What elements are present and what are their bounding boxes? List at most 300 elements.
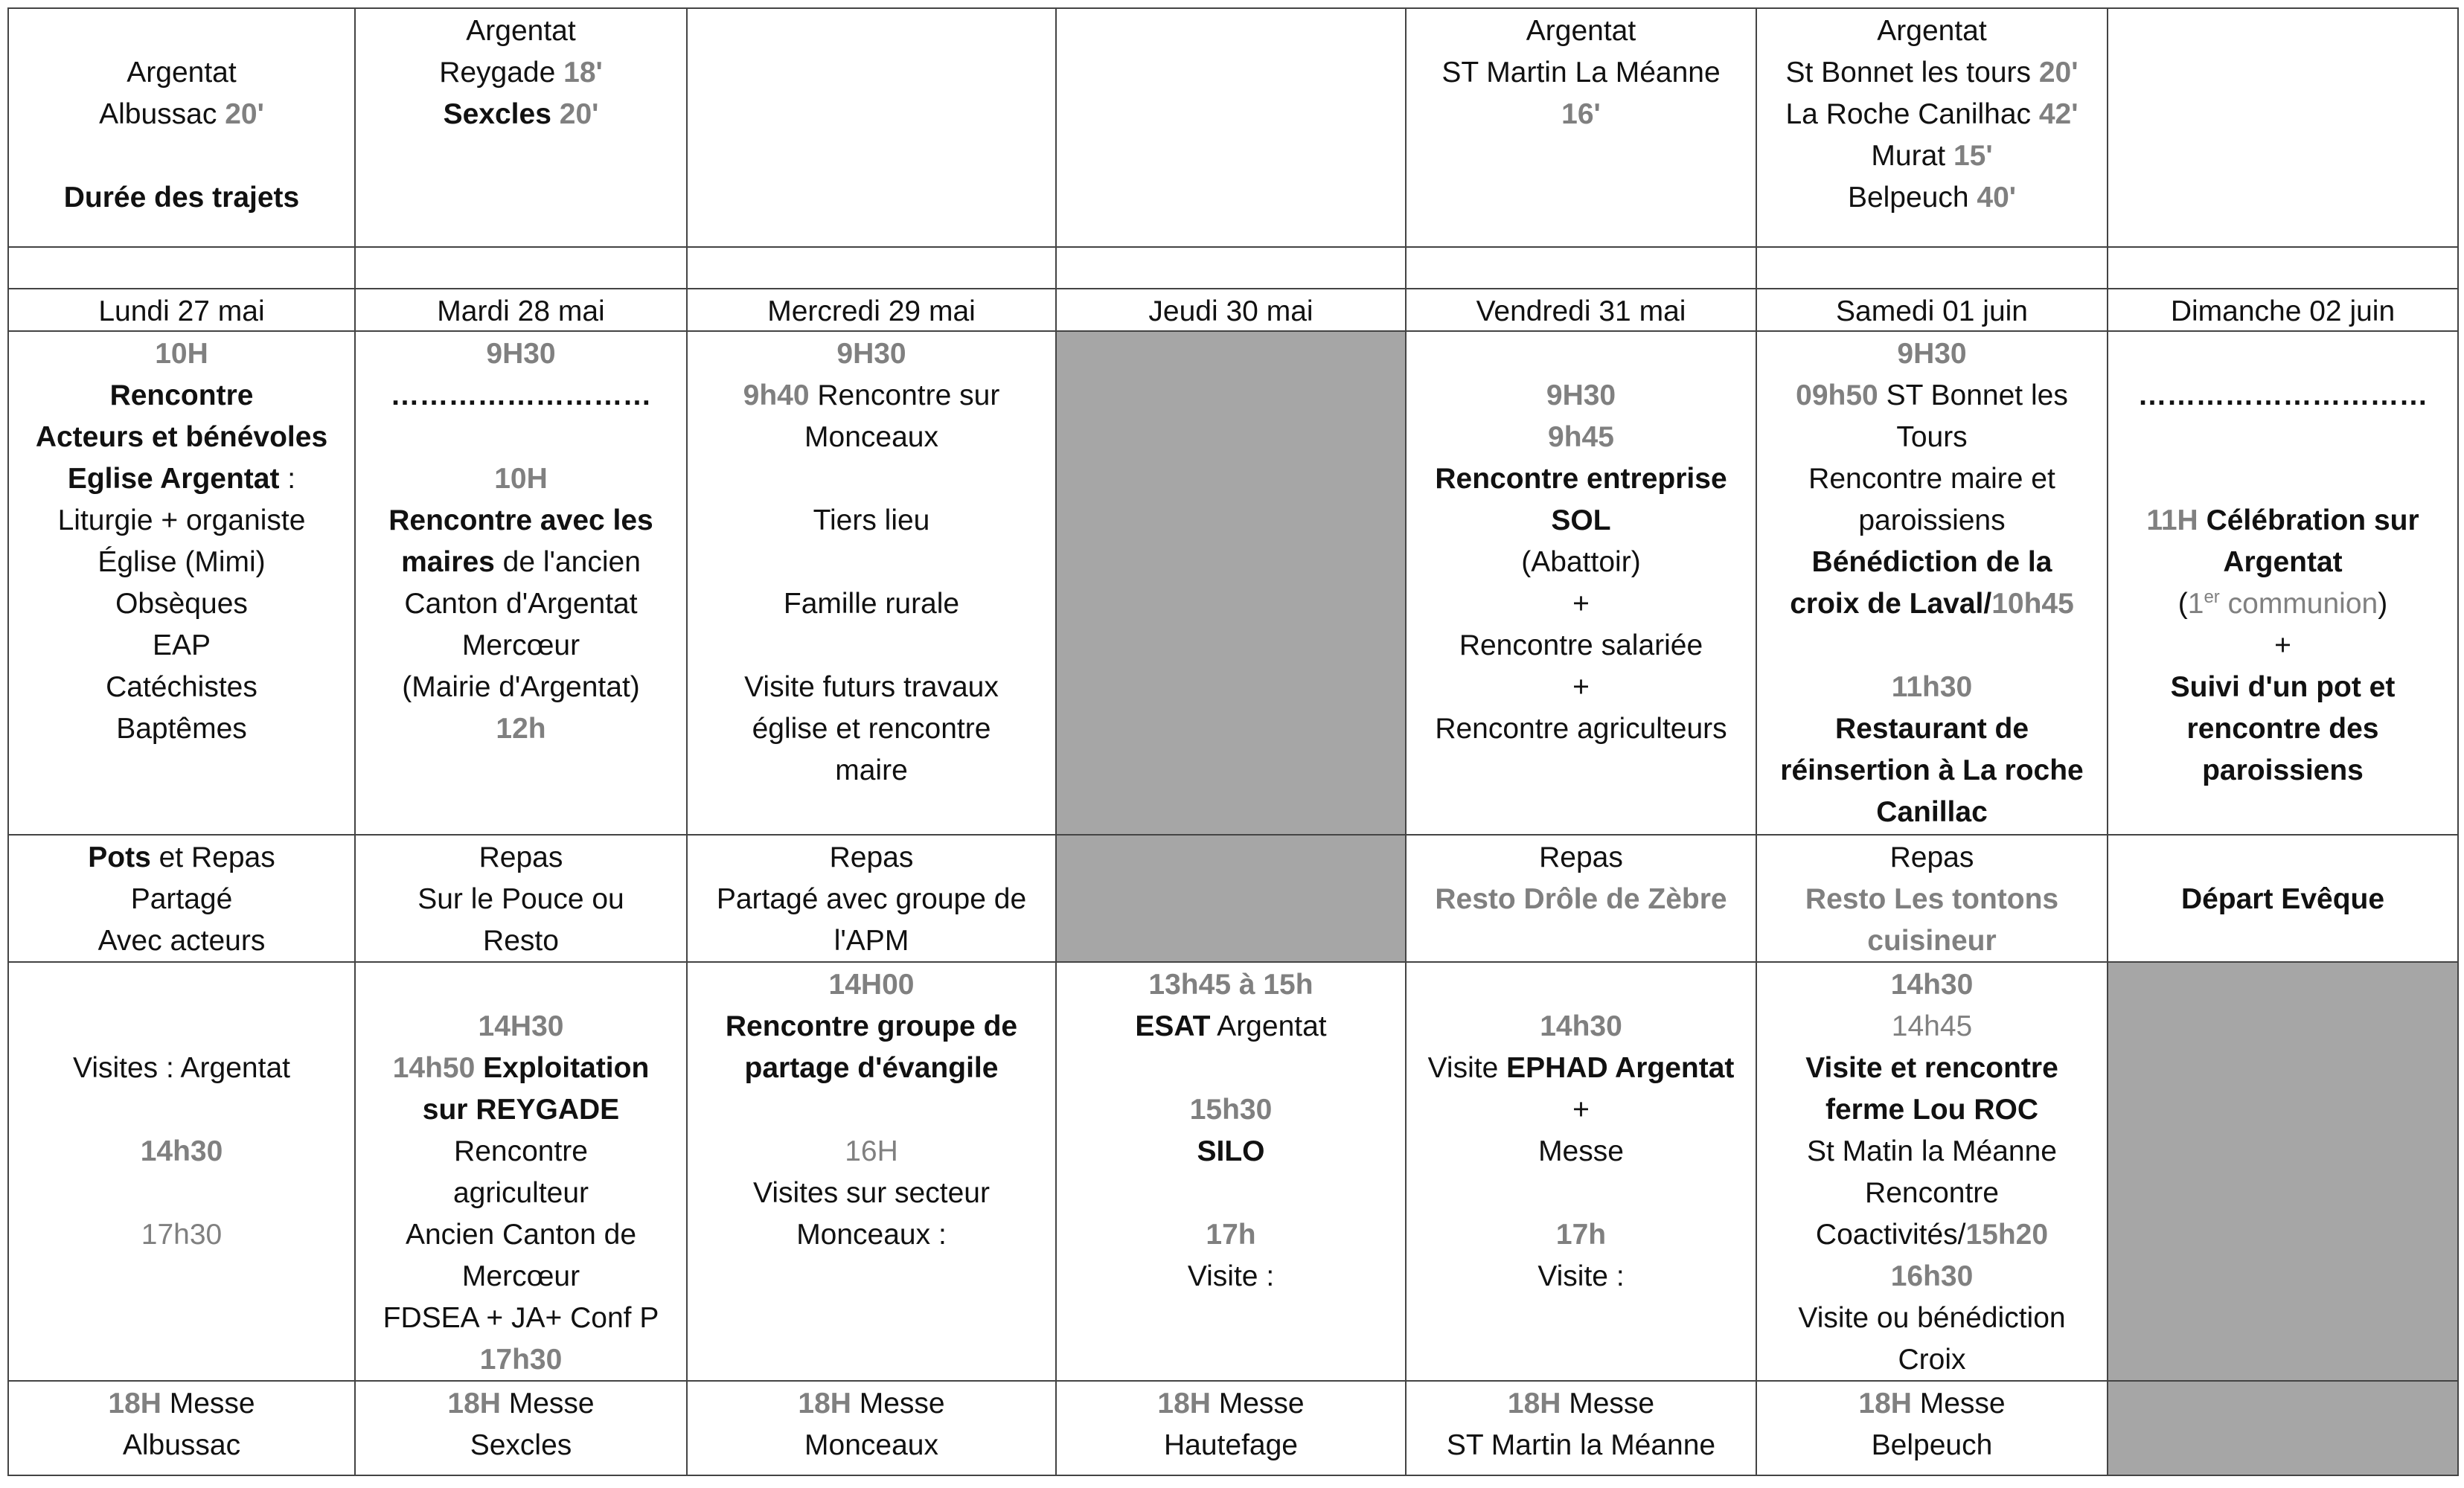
text-segment: Tiers lieu	[813, 504, 930, 536]
cell-content	[1057, 963, 1405, 1380]
text-segment: 10H	[155, 338, 208, 370]
cell-line	[1757, 10, 2107, 52]
text-segment: partage d'évangile	[744, 1052, 999, 1084]
cell-line	[1407, 1256, 1756, 1298]
cell-line	[1757, 1048, 2107, 1089]
text-segment: paroissiens	[2202, 754, 2364, 786]
cell-line	[356, 52, 686, 94]
text-segment: Suivi d'un pot et	[2170, 671, 2396, 703]
text-segment: Obsèques	[115, 588, 248, 620]
afternoon-row-cell-4	[1057, 963, 1407, 1382]
text-segment	[2198, 504, 2207, 536]
cell-content	[1757, 9, 2107, 246]
cell-line	[1407, 458, 1756, 500]
cell-line	[1057, 1089, 1405, 1131]
cell-content	[688, 1382, 1055, 1475]
text-segment: 18H	[1858, 1388, 1912, 1420]
text-segment: 20'	[225, 98, 264, 130]
cell-line	[688, 500, 1055, 542]
text-segment: Partagé	[130, 883, 233, 915]
text-segment: Argentat	[1210, 1010, 1327, 1042]
cell-content	[356, 248, 686, 288]
text-segment: Argentat	[127, 57, 237, 89]
spacer-row-cell-6	[1757, 248, 2108, 289]
cell-content	[9, 963, 354, 1380]
text-segment: agriculteur	[452, 1177, 589, 1209]
cell-line	[9, 135, 354, 177]
text-segment: La Roche Canilhac	[1785, 98, 2039, 130]
evening-row-cell-2	[356, 1382, 688, 1476]
trajets-row-cell-3	[688, 7, 1057, 248]
text-segment: Messe	[500, 1388, 595, 1420]
cell-line	[688, 1425, 1055, 1466]
cell-line	[688, 375, 1055, 417]
text-segment: communion	[2219, 588, 2378, 620]
text-segment: maires	[401, 546, 495, 578]
day-header-row-cell-7	[2108, 289, 2459, 332]
afternoon-row-cell-3	[688, 963, 1057, 1382]
cell-line	[1757, 750, 2107, 792]
cell-line	[356, 837, 686, 879]
cell-line	[356, 667, 686, 708]
cell-content	[1057, 248, 1405, 288]
cell-line	[2108, 625, 2457, 667]
cell-line	[688, 291, 1055, 332]
cell-line	[1757, 1089, 2107, 1131]
text-segment: Monceaux	[804, 421, 938, 453]
cell-line	[1757, 964, 2107, 1006]
text-segment: Belpeuch	[1847, 182, 1977, 214]
cell-line	[1757, 625, 2107, 667]
evening-row-cell-4	[1057, 1382, 1407, 1476]
cell-line	[1407, 708, 1756, 750]
afternoon-row-cell-7	[2108, 963, 2459, 1382]
text-segment: er	[2204, 587, 2220, 607]
text-segment: Messe	[1538, 1135, 1624, 1167]
text-segment: Visites sur secteur	[753, 1177, 990, 1209]
text-segment: ST Martin La Méanne	[1441, 57, 1721, 89]
cell-line	[1757, 583, 2107, 625]
text-segment: Mardi 28 mai	[437, 295, 605, 327]
text-segment: Sexcles	[443, 98, 551, 130]
cell-line	[9, 417, 354, 458]
text-segment: Eglise Argentat	[67, 463, 280, 495]
text-segment: Messe	[1210, 1388, 1305, 1420]
text-segment: et Repas	[150, 841, 275, 873]
cell-content	[688, 9, 1055, 246]
text-segment: 18H	[1507, 1388, 1561, 1420]
cell-line	[1057, 1006, 1405, 1048]
text-segment: Messe	[851, 1388, 945, 1420]
day-header-row-cell-1	[7, 289, 356, 332]
evening-row-cell-7	[2108, 1382, 2459, 1476]
cell-line	[688, 1214, 1055, 1256]
cell-line	[9, 1006, 354, 1048]
text-segment: Ancien Canton de	[405, 1219, 637, 1251]
cell-line	[9, 1089, 354, 1131]
cell-content	[1757, 289, 2107, 330]
cell-line	[356, 1048, 686, 1089]
spacer-row-cell-2	[356, 248, 688, 289]
cell-line	[2108, 879, 2457, 920]
text-segment: EPHAD Argentat	[1506, 1052, 1735, 1084]
cell-line	[1057, 1048, 1405, 1089]
cell-line	[356, 1339, 686, 1381]
cell-line	[356, 1383, 686, 1425]
cell-line	[2108, 750, 2457, 792]
text-segment: 9H30	[486, 338, 556, 370]
cell-content	[1407, 9, 1756, 246]
cell-content	[1057, 1382, 1405, 1475]
text-segment: +	[1572, 671, 1590, 703]
cell-content	[1407, 1382, 1756, 1475]
cell-line	[688, 1131, 1055, 1173]
cell-line	[1757, 500, 2107, 542]
text-segment: Coactivités/	[1815, 1219, 1966, 1251]
cell-line	[1407, 1425, 1756, 1466]
text-segment: Albussac	[99, 98, 225, 130]
cell-line	[1757, 135, 2107, 177]
cell-line	[1407, 333, 1756, 375]
cell-content	[9, 9, 354, 246]
cell-content	[1407, 332, 1756, 834]
morning-row-cell-7	[2108, 332, 2459, 836]
cell-content	[9, 332, 354, 834]
text-segment: Messe	[1561, 1388, 1655, 1420]
text-segment: 14h50	[392, 1052, 476, 1084]
cell-line	[688, 1006, 1055, 1048]
cell-line	[9, 94, 354, 135]
cell-content	[688, 289, 1055, 330]
text-segment: Monceaux :	[796, 1219, 947, 1251]
spacer-row-cell-5	[1407, 248, 1757, 289]
text-segment: Dimanche 02 juin	[2170, 295, 2396, 327]
cell-line	[1757, 1425, 2107, 1466]
text-segment: Rencontre entreprise	[1435, 463, 1727, 495]
cell-line	[1057, 964, 1405, 1006]
text-segment: Reygade	[439, 57, 564, 89]
text-segment: 14H30	[478, 1010, 564, 1042]
cell-line	[2108, 458, 2457, 500]
text-segment: Visite et rencontre	[1805, 1052, 2058, 1084]
text-segment: Restaurant de	[1834, 713, 2029, 745]
morning-row-cell-5	[1407, 332, 1757, 836]
cell-line	[688, 417, 1055, 458]
cell-line	[688, 542, 1055, 583]
text-segment: Famille rurale	[783, 588, 960, 620]
text-segment: 18H	[1157, 1388, 1211, 1420]
text-segment: Liturgie + organiste	[57, 504, 306, 536]
text-segment: Belpeuch	[1871, 1429, 1993, 1461]
text-segment: Visite ou bénédiction	[1798, 1302, 2066, 1334]
cell-line	[1757, 1339, 2107, 1381]
morning-row-cell-3	[688, 332, 1057, 836]
cell-line	[9, 1173, 354, 1214]
text-segment: Hautefage	[1164, 1429, 1298, 1461]
cell-content	[356, 9, 686, 246]
text-segment: Sexcles	[470, 1429, 572, 1461]
text-segment: 20'	[559, 98, 599, 130]
cell-line	[1407, 583, 1756, 625]
cell-line	[9, 375, 354, 417]
text-segment: 9h40	[743, 379, 810, 411]
cell-line	[1407, 1383, 1756, 1425]
cell-content	[9, 1382, 354, 1475]
text-segment: 14H00	[828, 969, 915, 1001]
text-segment: Visite	[1427, 1052, 1507, 1084]
text-segment: :	[279, 463, 296, 495]
text-segment: FDSEA + JA+ Conf P	[383, 1302, 659, 1334]
text-segment: Resto Les tontons	[1805, 883, 2059, 915]
evening-row-cell-5	[1407, 1382, 1757, 1476]
cell-line	[356, 964, 686, 1006]
cell-line	[9, 667, 354, 708]
cell-line	[1407, 500, 1756, 542]
text-segment: 16H	[845, 1135, 898, 1167]
cell-content	[688, 332, 1055, 834]
text-segment	[551, 98, 560, 130]
spacer-row-cell-1	[7, 248, 356, 289]
text-segment	[475, 1052, 483, 1084]
text-segment: 14h45	[1891, 1010, 1973, 1042]
text-segment: Repas	[1889, 841, 1974, 873]
text-segment: église et rencontre	[752, 713, 991, 745]
cell-line	[9, 1383, 354, 1425]
text-segment: Durée des trajets	[63, 182, 300, 214]
trajets-row-cell-6	[1757, 7, 2108, 248]
afternoon-row-cell-2	[356, 963, 688, 1382]
text-segment: Canton d'Argentat	[404, 588, 638, 620]
text-segment: Visites : Argentat	[73, 1052, 290, 1084]
text-segment: 9H30	[1897, 338, 1967, 370]
cell-line	[1407, 1089, 1756, 1131]
cell-line	[9, 1214, 354, 1256]
cell-line	[356, 10, 686, 52]
cell-line	[688, 964, 1055, 1006]
cell-content	[2108, 9, 2457, 246]
text-segment: 42'	[2038, 98, 2079, 130]
text-segment: Repas	[829, 841, 914, 873]
cell-line	[356, 500, 686, 542]
text-segment: St Matin la Méanne	[1806, 1135, 2057, 1167]
cell-content	[1757, 963, 2107, 1380]
text-segment: Départ Evêque	[2180, 883, 2385, 915]
cell-line	[1757, 879, 2107, 920]
cell-line	[1407, 1131, 1756, 1173]
cell-line	[688, 625, 1055, 667]
cell-line	[9, 625, 354, 667]
cell-line	[9, 542, 354, 583]
cell-line	[2108, 837, 2457, 879]
text-segment: Monceaux	[804, 1429, 938, 1461]
cell-content	[9, 289, 354, 330]
text-segment: 18'	[563, 57, 603, 89]
cell-line	[1407, 417, 1756, 458]
cell-line	[1407, 837, 1756, 879]
cell-line	[2108, 667, 2457, 708]
cell-line	[1057, 1383, 1405, 1425]
text-segment: Visite :	[1187, 1260, 1275, 1292]
cell-content	[2108, 289, 2457, 330]
cell-line	[1757, 94, 2107, 135]
cell-line	[1757, 333, 2107, 375]
cell-line	[356, 375, 686, 417]
text-segment: Acteurs et bénévoles	[35, 421, 328, 453]
text-segment: Repas	[1539, 841, 1623, 873]
cell-line	[1757, 1214, 2107, 1256]
trajets-row-cell-7	[2108, 7, 2459, 248]
lunch-row-cell-1	[7, 836, 356, 963]
trajets-row-cell-4	[1057, 7, 1407, 248]
cell-line	[1407, 1173, 1756, 1214]
cell-content	[1407, 963, 1756, 1380]
cell-line	[1757, 542, 2107, 583]
cell-content	[356, 836, 686, 961]
text-segment: 10H	[494, 463, 548, 495]
cell-line	[356, 625, 686, 667]
cell-line	[1407, 879, 1756, 920]
cell-line	[356, 1173, 686, 1214]
cell-line	[9, 1425, 354, 1466]
text-segment: Sur le Pouce ou	[417, 883, 624, 915]
text-segment: 10h45	[1991, 588, 2074, 620]
text-segment: de l'ancien	[494, 546, 641, 578]
text-segment: Lundi 27 mai	[98, 295, 265, 327]
text-segment: Exploitation	[483, 1052, 650, 1084]
cell-line	[356, 333, 686, 375]
cell-line	[9, 583, 354, 625]
cell-line	[9, 500, 354, 542]
text-segment: 14h30	[1890, 969, 1974, 1001]
text-segment: ESAT	[1135, 1010, 1211, 1042]
text-segment: EAP	[152, 629, 211, 661]
cell-line	[1407, 10, 1756, 52]
cell-line	[9, 52, 354, 94]
cell-line	[356, 1089, 686, 1131]
text-segment: Resto Drôle de Zèbre	[1435, 883, 1727, 915]
text-segment: 14h30	[1540, 1010, 1622, 1042]
text-segment: 18H	[447, 1388, 501, 1420]
trajets-row-cell-5	[1407, 7, 1757, 248]
cell-content	[1057, 836, 1405, 961]
cell-content	[9, 248, 354, 288]
text-segment: 11H	[2146, 504, 2198, 536]
cell-line	[9, 1048, 354, 1089]
cell-line	[2108, 542, 2457, 583]
cell-line	[9, 177, 354, 219]
cell-line	[356, 542, 686, 583]
cell-line	[1407, 375, 1756, 417]
day-header-row-cell-5	[1407, 289, 1757, 332]
text-segment: Avec acteurs	[97, 925, 266, 957]
text-segment: Samedi 01 juin	[1836, 295, 2028, 327]
cell-line	[688, 458, 1055, 500]
cell-line	[356, 1425, 686, 1466]
cell-line	[688, 1173, 1055, 1214]
cell-line	[1057, 1256, 1405, 1298]
text-segment: 18H	[108, 1388, 161, 1420]
cell-line	[688, 1048, 1055, 1089]
cell-line	[1757, 837, 2107, 879]
cell-line	[1407, 1006, 1756, 1048]
cell-line	[356, 708, 686, 750]
cell-line	[1057, 1425, 1405, 1466]
trajets-row-cell-1	[7, 7, 356, 248]
cell-content	[1057, 289, 1405, 330]
evening-row-cell-1	[7, 1382, 356, 1476]
cell-line	[1757, 667, 2107, 708]
text-segment: ………………………	[390, 379, 652, 411]
cell-line	[356, 1214, 686, 1256]
text-segment: Messe	[1911, 1388, 2006, 1420]
cell-line	[1057, 1214, 1405, 1256]
cell-line	[688, 837, 1055, 879]
cell-line	[9, 964, 354, 1006]
text-segment: 1	[2187, 588, 2204, 620]
cell-line	[1757, 1131, 2107, 1173]
text-segment: Argentat	[2223, 546, 2343, 578]
cell-line	[1757, 458, 2107, 500]
evening-row-cell-3	[688, 1382, 1057, 1476]
text-segment: Jeudi 30 mai	[1148, 295, 1313, 327]
cell-content	[356, 963, 686, 1380]
text-segment: Rencontre agriculteurs	[1435, 713, 1727, 745]
cell-line	[1757, 1173, 2107, 1214]
spacer-row-cell-4	[1057, 248, 1407, 289]
text-segment: (Abattoir)	[1521, 546, 1641, 578]
text-segment: ferme Lou ROC	[1825, 1094, 2039, 1126]
text-segment: réinsertion à La roche	[1780, 754, 2084, 786]
afternoon-row-cell-5	[1407, 963, 1757, 1382]
text-segment: 16'	[1561, 98, 1601, 130]
cell-line	[2108, 500, 2457, 542]
text-segment: Rencontre	[454, 1135, 588, 1167]
text-segment: Vendredi 31 mai	[1476, 295, 1686, 327]
text-segment: Messe	[161, 1388, 255, 1420]
cell-line	[1407, 52, 1756, 94]
day-header-row-cell-3	[688, 289, 1057, 332]
text-segment: Visite futurs travaux	[744, 671, 999, 703]
text-segment: 13h45 à 15h	[1148, 969, 1313, 1001]
day-header-row-cell-4	[1057, 289, 1407, 332]
text-segment: ST Martin la Méanne	[1446, 1429, 1716, 1461]
cell-line	[1407, 1048, 1756, 1089]
lunch-row-cell-4	[1057, 836, 1407, 963]
cell-line	[1407, 625, 1756, 667]
cell-line	[356, 920, 686, 962]
text-segment: Rencontre	[109, 379, 254, 411]
cell-line	[9, 1131, 354, 1173]
cell-line	[356, 94, 686, 135]
text-segment: Mercredi 29 mai	[767, 295, 976, 327]
cell-line	[1407, 1214, 1756, 1256]
cell-line	[2108, 583, 2457, 625]
cell-line	[9, 879, 354, 920]
cell-line	[1757, 1383, 2107, 1425]
cell-line	[688, 583, 1055, 625]
text-segment: croix de Laval/	[1790, 588, 1992, 620]
text-segment: Rencontre	[1865, 1177, 1999, 1209]
text-segment: Bénédiction de la	[1811, 546, 2052, 578]
lunch-row-cell-2	[356, 836, 688, 963]
text-segment: 17h	[1555, 1219, 1607, 1251]
cell-line	[356, 1131, 686, 1173]
morning-row-cell-1	[7, 332, 356, 836]
lunch-row-cell-6	[1757, 836, 2108, 963]
text-segment: Partagé avec groupe de	[716, 883, 1027, 915]
text-segment: +	[2274, 629, 2291, 661]
cell-content	[1757, 1382, 2107, 1475]
